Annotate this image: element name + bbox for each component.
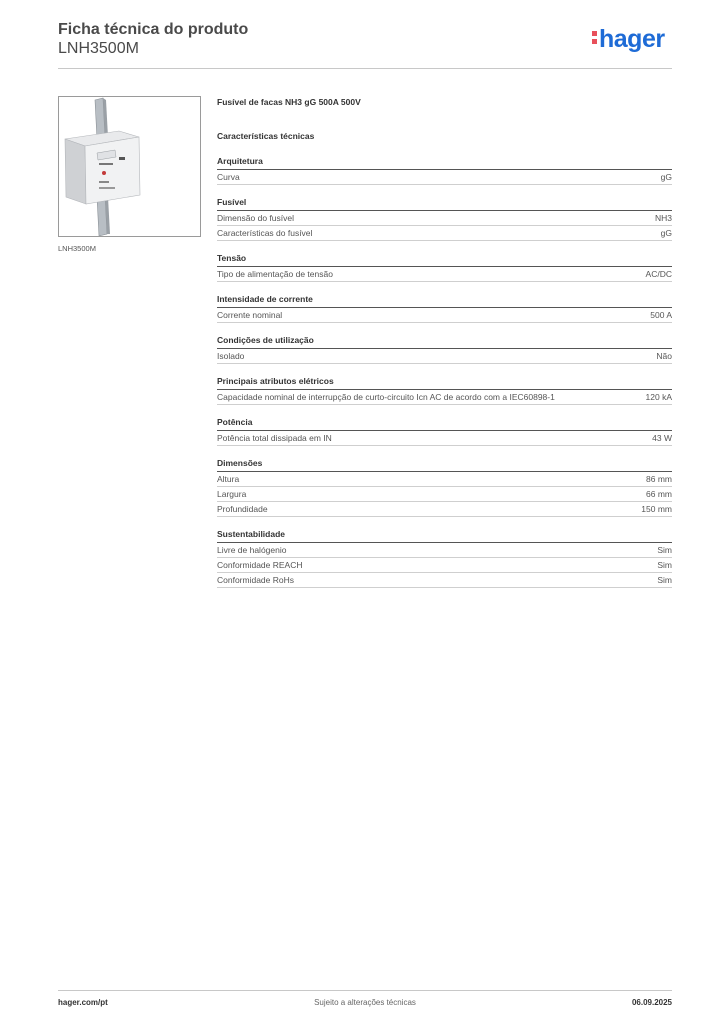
spec-group-sustentabilidade — [217, 529, 672, 588]
spec-value: Sim — [657, 575, 672, 585]
spec-group-title: Sustentabilidade — [217, 529, 672, 543]
spec-group-title: Dimensões — [217, 458, 672, 472]
spec-group-intensidade-de-corrente — [217, 294, 672, 323]
spec-group-fusivel — [217, 197, 672, 241]
footer-date: 06.09.2025 — [631, 998, 672, 1007]
logo-dots-icon — [592, 28, 597, 46]
spec-row — [217, 267, 672, 282]
spec-value: 86 mm — [646, 474, 672, 484]
spec-row — [217, 349, 672, 364]
spec-row — [217, 431, 672, 446]
header-divider — [58, 68, 672, 69]
spec-row — [217, 472, 672, 487]
spec-row — [217, 308, 672, 323]
spec-label: Tipo de alimentação de tensão — [217, 269, 333, 279]
spec-label: Potência total dissipada em IN — [217, 433, 332, 443]
spec-row — [217, 487, 672, 502]
spec-group-atributos-eletricos — [217, 376, 672, 405]
spec-row — [217, 558, 672, 573]
spec-group-title: Fusível — [217, 197, 672, 211]
spec-group-title: Intensidade de corrente — [217, 294, 672, 308]
product-reference: LNH3500M — [58, 40, 139, 57]
spec-value: gG — [660, 172, 672, 182]
logo-text: hager — [599, 25, 665, 53]
product-image-frame — [58, 96, 201, 237]
spec-content — [217, 96, 672, 588]
spec-value: AC/DC — [645, 269, 672, 279]
spec-row — [217, 170, 672, 185]
spec-row — [217, 226, 672, 241]
spec-group-title: Arquitetura — [217, 156, 672, 170]
spec-label: Livre de halógenio — [217, 545, 287, 555]
spec-value: Sim — [657, 545, 672, 555]
spec-label: Conformidade REACH — [217, 560, 303, 570]
spec-value: 150 mm — [641, 504, 672, 514]
spec-group-title: Tensão — [217, 253, 672, 267]
spec-row — [217, 390, 672, 405]
spec-value: 500 A — [650, 310, 672, 320]
spec-label: Características do fusível — [217, 228, 313, 238]
spec-label: Corrente nominal — [217, 310, 283, 320]
spec-group-title: Potência — [217, 417, 672, 431]
spec-label: Altura — [217, 474, 240, 484]
spec-value: 120 kA — [645, 392, 672, 402]
spec-group-tensao — [217, 253, 672, 282]
spec-group-title: Principais atributos elétricos — [217, 376, 672, 390]
spec-group-dimensoes — [217, 458, 672, 517]
spec-row — [217, 211, 672, 226]
spec-group-arquitetura — [217, 156, 672, 185]
spec-value: gG — [660, 228, 672, 238]
page-title: Ficha técnica do produto — [58, 21, 249, 38]
nh-fuse-product-image — [59, 97, 200, 236]
spec-group-potencia — [217, 417, 672, 446]
spec-label: Curva — [217, 172, 240, 182]
spec-label: Conformidade RoHs — [217, 575, 295, 585]
spec-value: Não — [656, 351, 672, 361]
spec-label: Profundidade — [217, 504, 268, 514]
spec-value: NH3 — [654, 213, 672, 223]
spec-row — [217, 502, 672, 517]
spec-label: Capacidade nominal de interrupção de curto-circuito Icn AC de acordo com a IEC60898-1 — [217, 392, 555, 402]
spec-group-condicoes-de-utilizacao — [217, 335, 672, 364]
product-name: Fusível de facas NH3 gG 500A 500V — [217, 97, 361, 107]
footer-divider — [58, 990, 672, 991]
footer-disclaimer: Sujeito a alterações técnicas — [314, 998, 416, 1007]
spec-group-title: Condições de utilização — [217, 335, 672, 349]
document-header — [58, 20, 248, 58]
footer-website-link[interactable]: hager.com/pt — [58, 998, 108, 1007]
product-image-caption: LNH3500M — [58, 244, 96, 253]
spec-row — [217, 573, 672, 588]
technical-characteristics-heading: Características técnicas — [217, 131, 315, 141]
spec-label: Dimensão do fusível — [217, 213, 295, 223]
hager-logo — [592, 24, 665, 54]
spec-label: Isolado — [217, 351, 245, 361]
spec-value: Sim — [657, 560, 672, 570]
spec-value: 66 mm — [646, 489, 672, 499]
spec-value: 43 W — [652, 433, 672, 443]
spec-row — [217, 543, 672, 558]
spec-label: Largura — [217, 489, 247, 499]
